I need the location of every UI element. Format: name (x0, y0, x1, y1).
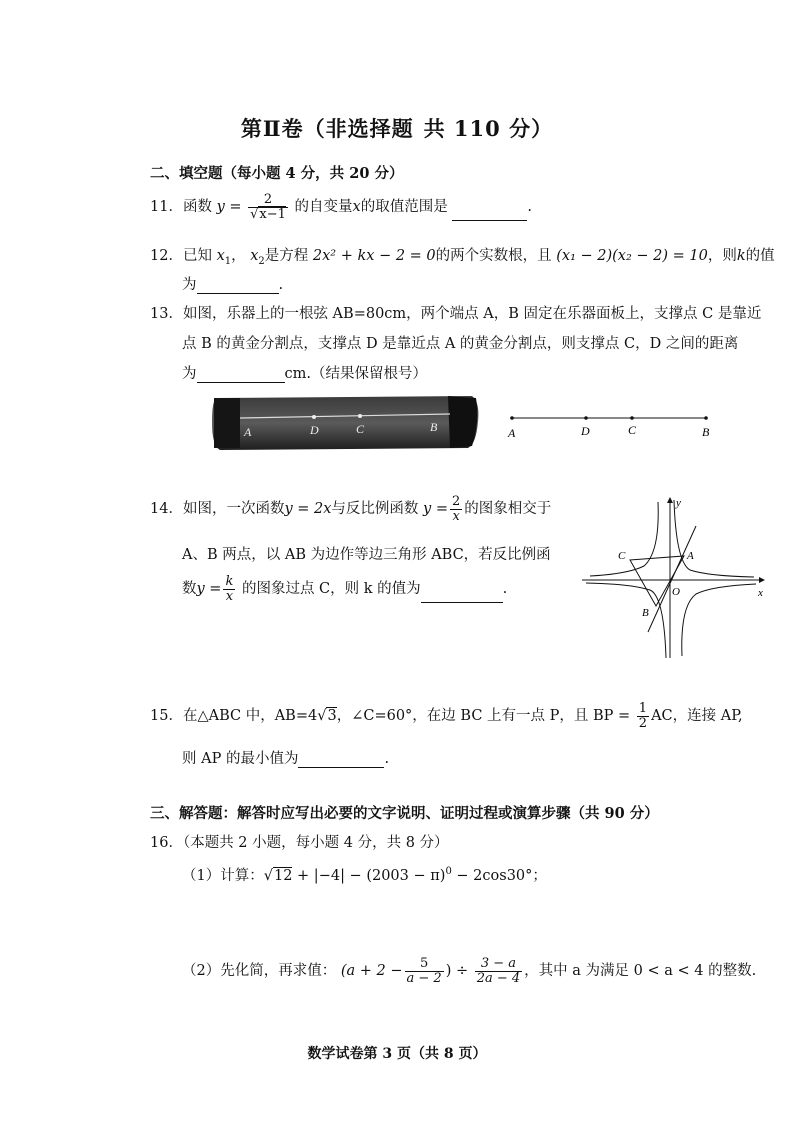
answer-blank-15[interactable] (298, 753, 384, 768)
line-label-a: A (508, 426, 516, 440)
graph-label-a: A (687, 550, 694, 562)
line-label-b: B (702, 425, 710, 439)
graph-label-c: C (618, 550, 626, 562)
question-14-line1: 14．如图，一次函数y = 2x与反比例函数 y = $\frac{2}{x}$ 的图象相交于 (150, 494, 552, 524)
line-label-d: D (581, 424, 590, 438)
photo-label-d: D (310, 423, 319, 437)
section-3-heading: 三、解答题：解答时应写出必要的文字说明、证明过程或演算步骤（共 90 分） (150, 805, 659, 822)
line-label-c: C (628, 423, 637, 437)
answer-blank-14[interactable] (421, 588, 503, 603)
question-12-line2: 为 . (182, 277, 284, 293)
photo-label-c: C (356, 422, 365, 436)
question-11: 11．函数 y = $\frac{2}{√x-1}$ 的自变量x的取值范围是 . (150, 192, 532, 222)
question-15-line1: 15．在△ABC 中，AB=4√3，∠C=60°，在边 BC 上有一点 P，且 BP = $\frac{1}{2}$ AC，连接 AP, (150, 701, 743, 731)
graph-label-x: x (758, 587, 763, 599)
string-line-diagram (502, 408, 720, 444)
question-12: 12．已知 $x_1$， $x_2$是方程 2x² + kx − 2 = 0的两个实数根，且 (x₁ − 2)(x₂ − 2) = 10，则k的值 (150, 248, 775, 267)
page-title: 第Ⅱ卷（非选择题 共 110 分） (240, 116, 554, 141)
function-graph (578, 492, 774, 662)
question-14-line2: A、B 两点，以 AB 为边作等边三角形 ABC，若反比例函 (182, 547, 551, 563)
answer-blank-11[interactable] (452, 206, 527, 221)
page-footer: 数学试卷第 3 页（共 8 页） (307, 1046, 487, 1062)
answer-blank-12[interactable] (197, 279, 279, 294)
question-14-line3: 数y = $\frac{k}{x}$ 的图象过点 C，则 k 的值为 . (182, 574, 508, 604)
graph-label-o: O (672, 586, 680, 598)
answer-blank-13[interactable] (197, 368, 285, 383)
question-16-heading: 16．（本题共 2 小题，每小题 4 分，共 8 分） (150, 835, 449, 851)
graph-label-b: B (642, 607, 649, 619)
question-15-line2: 则 AP 的最小值为 . (182, 751, 390, 767)
photo-label-a: A (244, 425, 252, 439)
question-13-line2: 点 B 的黄金分割点，支撑点 D 是靠近点 A 的黄金分割点，则支撑点 C，D 之间的距离 (182, 336, 739, 352)
instrument-photo (210, 392, 482, 454)
graph-label-y: y (676, 497, 681, 509)
question-13-line3: 为 cm.（结果保留根号） (182, 366, 427, 382)
photo-label-b: B (430, 420, 438, 434)
question-13-line1: 13．如图，乐器上的一根弦 AB=80cm，两个端点 A，B 固定在乐器面板上，支撑点 C 是靠近 (150, 306, 762, 322)
section-2-heading: 二、填空题（每小题 4 分，共 20 分） (150, 165, 404, 182)
question-16-part2: （2）先化简，再求值： (a + 2 − $\frac{5}{a - 2}$ ) ÷ $\frac{3 - a}{2a - 4}$ ，其中 a 为满足 0 < a < 4 的整数. (182, 956, 757, 986)
question-16-part1: （1）计算：$√12 + |-4| - (2003 - \pi)^0 - 2\cos 30^\circ$； (182, 866, 547, 884)
